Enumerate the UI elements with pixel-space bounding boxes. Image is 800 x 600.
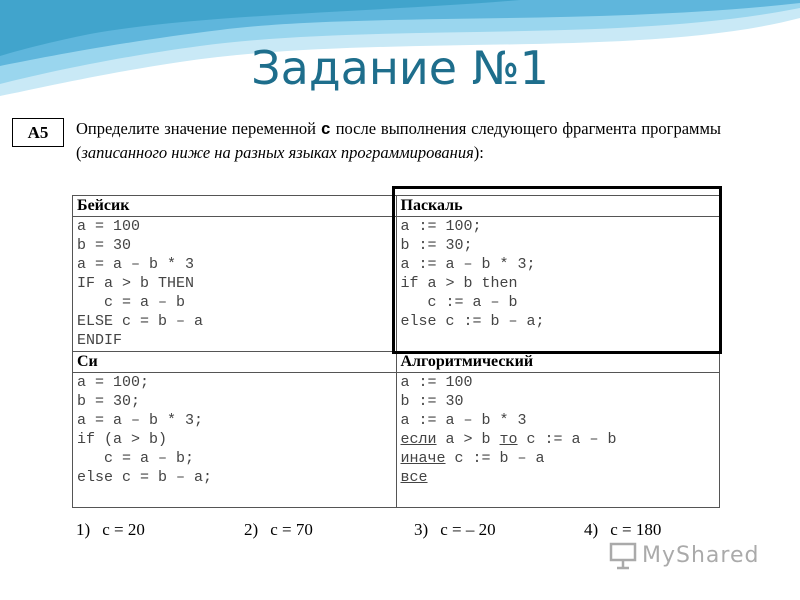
task-question: [76, 117, 721, 164]
question-text-end: ):: [473, 143, 484, 162]
code-fragment: c := a – b: [517, 431, 617, 448]
code-line: a = a – b * 3;: [77, 412, 204, 429]
algorithmic-code-cell: [396, 373, 720, 508]
code-line: b = 30: [77, 237, 132, 254]
code-line: a := 100: [400, 374, 473, 391]
code-line: c = a – b;: [77, 450, 195, 467]
slide-title: Задание №1: [251, 41, 549, 95]
code-line: a := a – b * 3: [400, 412, 527, 429]
basic-code: [77, 217, 396, 350]
code-line: c = a – b: [77, 294, 186, 311]
watermark: [608, 540, 759, 570]
watermark-text: MyShared: [642, 542, 760, 568]
code-line: ELSE c = b – a: [77, 313, 204, 330]
algorithmic-header: Алгоритмический: [396, 352, 720, 373]
code-line: a = a – b * 3: [77, 256, 195, 273]
code-line: c := a – b: [400, 294, 518, 311]
c-code-cell: [73, 373, 397, 508]
basic-header: Бейсик: [73, 196, 397, 217]
basic-code-cell: [73, 217, 397, 352]
question-text-start: Определите значение переменной: [76, 119, 321, 138]
pascal-highlight-frame: [392, 186, 722, 354]
code-line: if (a > b): [77, 431, 168, 448]
keyword-then: то: [499, 431, 518, 448]
variable-name: c: [320, 120, 331, 139]
code-line: a := 100;: [400, 218, 482, 235]
answer-text: c = – 20: [440, 520, 496, 539]
answer-option[interactable]: [244, 520, 313, 540]
pascal-header: Паскаль: [396, 196, 720, 217]
code-fragment: c := b – a: [445, 450, 545, 467]
code-line: b := 30: [400, 393, 464, 410]
keyword-end: все: [400, 469, 428, 486]
keyword-if: если: [400, 431, 437, 448]
question-text-middle: после выполнения следующего фрагмента программы (: [76, 119, 721, 162]
answer-text: c = 180: [610, 520, 662, 539]
code-line: if a > b then: [400, 275, 518, 292]
presentation-board-icon: [608, 540, 638, 570]
answer-option[interactable]: [76, 520, 145, 540]
keyword-else: иначе: [400, 450, 446, 467]
code-fragment: a > b: [436, 431, 500, 448]
code-line: IF a > b THEN: [77, 275, 195, 292]
code-line: else c = b – a;: [77, 469, 213, 486]
code-line: ENDIF: [77, 332, 123, 349]
answer-option[interactable]: [584, 520, 661, 540]
task-number-label: A5: [12, 118, 64, 147]
c-header: Си: [73, 352, 397, 373]
answer-number: 1): [76, 520, 91, 539]
question-italic-note: записанного ниже на разных языках программирования: [81, 143, 474, 162]
algorithmic-code: [401, 373, 720, 487]
answer-text: c = 70: [270, 520, 313, 539]
code-line: a = 100: [77, 218, 141, 235]
answer-option[interactable]: [414, 520, 496, 540]
answer-number: 3): [414, 520, 429, 539]
c-code: [77, 373, 396, 487]
code-line: b = 30;: [77, 393, 141, 410]
answer-text: c = 20: [102, 520, 145, 539]
code-line: a := a – b * 3;: [400, 256, 536, 273]
answer-number: 4): [584, 520, 599, 539]
code-line: else c := b – a;: [400, 313, 545, 330]
answer-number: 2): [244, 520, 259, 539]
code-line: a = 100;: [77, 374, 150, 391]
code-line: b := 30;: [400, 237, 473, 254]
